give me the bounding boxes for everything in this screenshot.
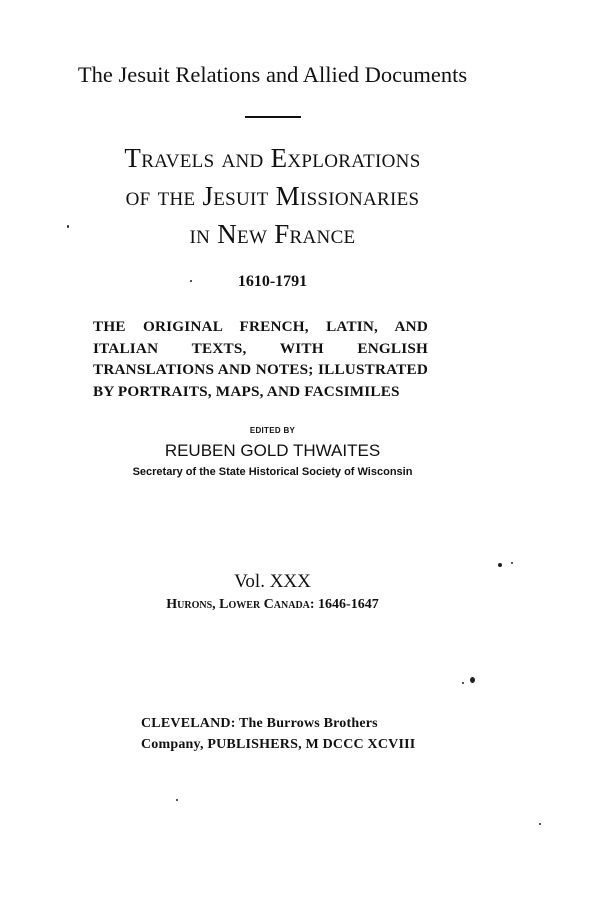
description: THE ORIGINAL FRENCH, LATIN, AND ITALIAN TEXTS, WITH ENGLISH TRANSLATIONS AND NOTES; ILLUSTRATED BY PORTRAITS, MAPS, AND FACSIMILES [93,318,428,400]
edited-by-label: EDITED BY [249,426,296,435]
editor-name: REUBEN GOLD THWAITES [164,441,381,460]
years: 1610-1791 [237,273,308,290]
title-line-3: in New France [189,219,356,249]
title-line-2: of the Jesuit Missionaries [125,181,420,211]
publisher-line-1: CLEVELAND: The Burrows Brothers [141,716,378,731]
speck [462,682,464,684]
speck [498,563,502,567]
speck [176,799,178,801]
divider-rule [245,116,301,118]
speck [539,823,541,825]
editor-title: Secretary of the State Historical Society of Wisconsin [132,466,413,478]
series-title: The Jesuit Relations and Allied Documents [77,62,468,87]
title-line-1: Travels and Explorations [124,143,421,173]
volume-number: Vol. XXX [234,571,311,592]
speck [67,225,69,228]
publisher-line-2: Company, PUBLISHERS, M DCCC XCVIII [141,737,416,752]
volume-subtitle: Hurons, Lower Canada: 1646-1647 [166,597,379,612]
speck [470,677,475,683]
speck [190,280,192,282]
speck [511,562,513,564]
